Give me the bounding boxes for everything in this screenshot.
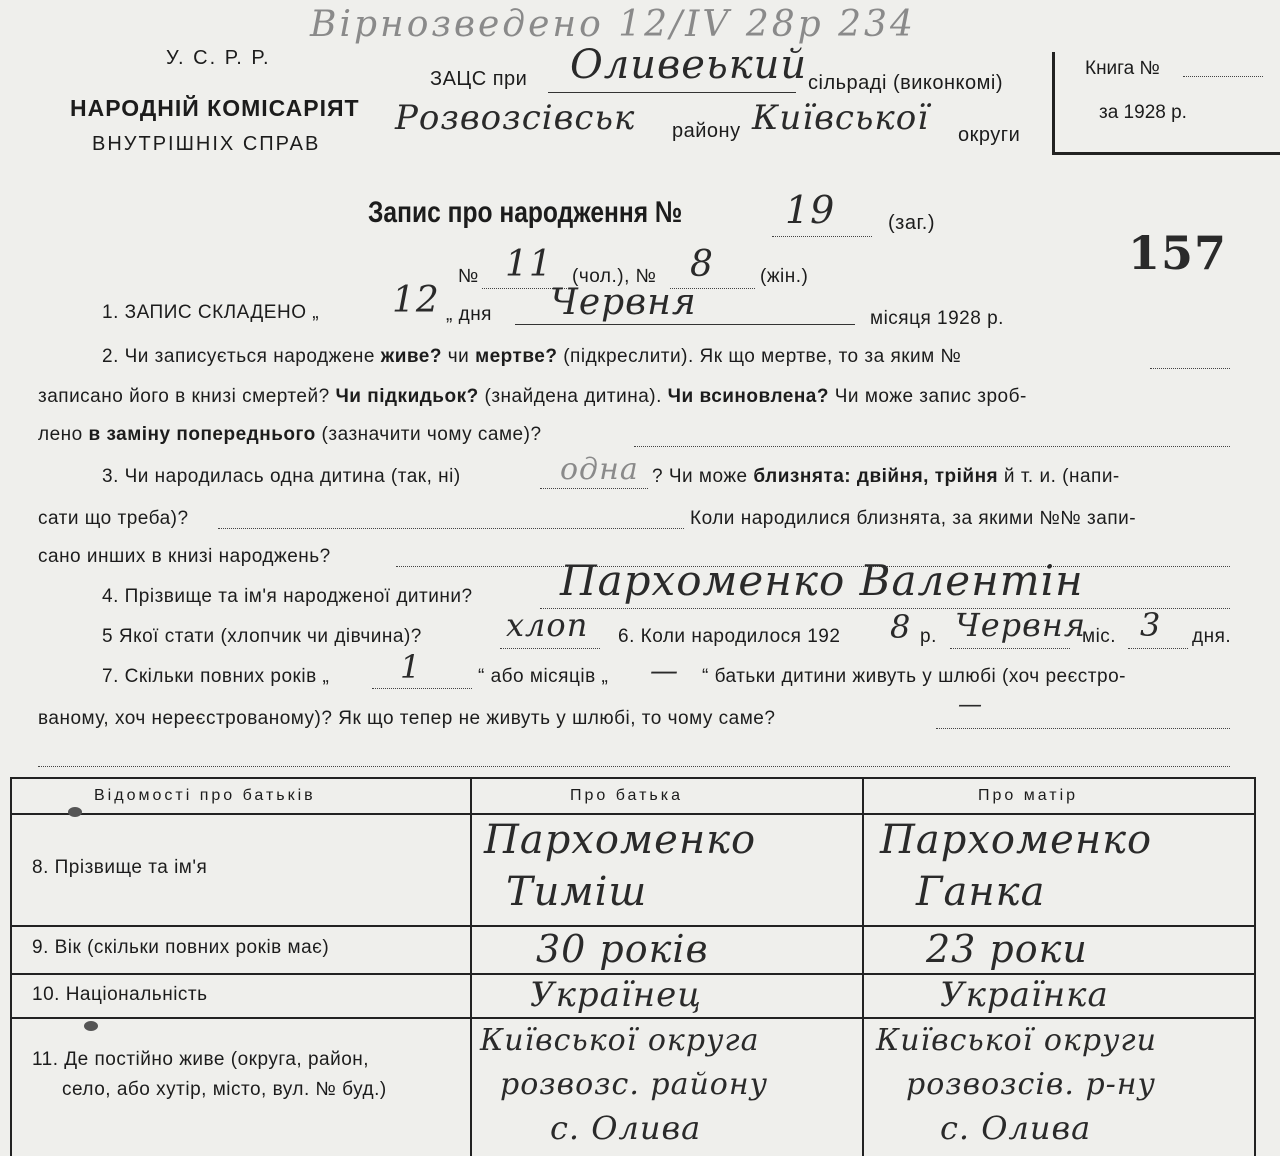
district-label: району bbox=[672, 120, 741, 142]
okruha-label: округи bbox=[958, 124, 1021, 146]
mother-age: 23 роки bbox=[926, 927, 1088, 971]
q6-label: 6. Коли народилося 192 bbox=[618, 626, 841, 647]
q2-text-e: (підкреслити). Як що мертве, то за яким № bbox=[563, 346, 962, 367]
q2-line3-dots bbox=[634, 446, 1230, 447]
parents-table bbox=[10, 777, 1256, 1156]
q3-text-d: й т. и. (напи- bbox=[1003, 466, 1120, 487]
q2-text-replacement: в заміну попереднього bbox=[88, 424, 316, 445]
q5-answer-handwritten: хлоп bbox=[506, 606, 589, 644]
header-parents-info: Відомості про батьків bbox=[94, 787, 316, 804]
q6-r: р. bbox=[920, 626, 937, 647]
q2-text-h: Чи може запис зроб- bbox=[834, 386, 1027, 407]
row-age-label: 9. Вік (скільки повних років має) bbox=[32, 937, 330, 958]
row-nationality-label: 10. Національність bbox=[32, 984, 208, 1005]
row-name-label: 8. Прізвище та ім'я bbox=[32, 857, 208, 878]
header-mother: Про матір bbox=[978, 787, 1079, 804]
q2-text-foundling: Чи підкидьок? bbox=[335, 386, 479, 407]
zags-suffix: сільраді (виконкомі) bbox=[808, 72, 1003, 94]
q6-dnya: дня. bbox=[1192, 626, 1232, 647]
table-header-border bbox=[10, 813, 1256, 815]
book-box bbox=[1052, 52, 1280, 155]
q2-text-g: (знайдена дитина). bbox=[484, 386, 662, 407]
father-residence-1: Київської округа bbox=[480, 1023, 760, 1058]
row-residence-label-1: 11. Де постійно живе (округа, район, bbox=[32, 1049, 370, 1070]
internal-affairs-label: ВНУТРІШНІХ СПРАВ bbox=[92, 133, 321, 155]
q6-month-handwritten: Червня bbox=[955, 606, 1087, 644]
q1-month-line bbox=[515, 324, 855, 325]
q2-text-adopted: Чи всиновлена? bbox=[667, 386, 829, 407]
father-residence-3: с. Олива bbox=[550, 1109, 702, 1147]
zags-prefix: ЗАЦС при bbox=[430, 68, 528, 90]
table-top-border bbox=[10, 777, 1256, 779]
commissariat-label: НАРОДНІЙ КОМІСАРІЯТ bbox=[70, 95, 360, 121]
q7-line1-b: “ або місяців „ bbox=[478, 666, 609, 687]
q3-line1-a: 3. Чи народилась одна дитина (так, ні) bbox=[102, 466, 461, 487]
table-left-border bbox=[10, 777, 12, 1156]
q7-answer-handwritten: — bbox=[958, 690, 983, 718]
q5-answer-line bbox=[500, 648, 600, 649]
q7-line1-a: 7. Скільки повних років „ bbox=[102, 666, 330, 687]
record-number-line bbox=[772, 236, 872, 237]
q3-line2-b: Коли народилися близнята, за якими №№ запи- bbox=[690, 508, 1137, 529]
header-father: Про батька bbox=[570, 787, 683, 804]
q2-line1-dots bbox=[1150, 368, 1230, 369]
q3-answer-line bbox=[540, 488, 648, 489]
table-right-border bbox=[1254, 777, 1256, 1156]
q1-day-label: „ дня bbox=[446, 304, 492, 325]
q7-years-handwritten: 1 bbox=[400, 648, 422, 686]
ussr-label: У. С. Р. Р. bbox=[166, 47, 271, 69]
district-handwritten: Розвозсівськ bbox=[395, 98, 636, 138]
female-label: (жін.) bbox=[760, 266, 809, 287]
q2-line2 bbox=[38, 386, 1027, 408]
mother-residence-2: розвозсів. р-ну bbox=[906, 1067, 1156, 1102]
q2-text-c: чи bbox=[447, 346, 470, 367]
q2-text-alive: живе? bbox=[380, 346, 442, 367]
no-label: № bbox=[458, 266, 479, 287]
q3-text-b: ? Чи може bbox=[652, 466, 748, 487]
row-residence-label-2: село, або хутір, місто, вул. № буд.) bbox=[62, 1079, 387, 1100]
father-name: Тиміш bbox=[506, 869, 648, 915]
book-label: Книга № bbox=[1085, 58, 1160, 79]
mother-nationality: Українка bbox=[940, 975, 1109, 1015]
q7-line1-c: “ батьки дитини живуть у шлюбі (хоч реєстро- bbox=[702, 666, 1126, 687]
okruha-handwritten: Київської bbox=[752, 98, 930, 138]
q7-extra-line bbox=[38, 766, 1230, 767]
q1-prefix: 1. ЗАПИС СКЛАДЕНО „ bbox=[102, 302, 320, 323]
q4-answer-handwritten: Пархоменко Валентін bbox=[560, 556, 1084, 605]
q2-line3 bbox=[38, 424, 542, 446]
q2-text-i: лено bbox=[38, 424, 83, 445]
father-age: 30 років bbox=[536, 927, 709, 971]
punch-hole bbox=[68, 807, 82, 817]
q2-text-a: 2. Чи записується народжене bbox=[102, 346, 375, 367]
q6-day-handwritten: 3 bbox=[1140, 606, 1162, 644]
q1-day-handwritten: 12 bbox=[392, 280, 440, 321]
top-handwritten-note: Вірнозведено 12/IV 28р 234 bbox=[310, 4, 916, 45]
table-col-border-2 bbox=[862, 777, 864, 1156]
q1-month-handwritten: Червня bbox=[550, 282, 697, 323]
zags-village-handwritten: Оливеький bbox=[570, 42, 808, 88]
q3-line3: сано инших в книзі народжень? bbox=[38, 546, 331, 567]
q3-text-twins: близнята: двійня, трійня bbox=[753, 466, 999, 487]
q6-mis: міс. bbox=[1082, 626, 1117, 647]
table-row-border-3 bbox=[10, 1017, 1256, 1019]
q2-line1 bbox=[102, 346, 961, 368]
mother-residence-3: с. Олива bbox=[940, 1109, 1092, 1147]
q5-label: 5 Якої стати (хлопчик чи дівчина)? bbox=[102, 626, 422, 647]
mother-name: Ганка bbox=[916, 869, 1046, 915]
book-number-line bbox=[1183, 76, 1263, 77]
q6-month-line bbox=[950, 648, 1070, 649]
q3-line2-dots bbox=[218, 528, 684, 529]
father-residence-2: розвозс. району bbox=[500, 1067, 769, 1102]
q2-text-j: (зазначити чому саме)? bbox=[321, 424, 542, 445]
q6-year-handwritten: 8 bbox=[890, 608, 912, 646]
female-number-handwritten: 8 bbox=[690, 244, 714, 285]
table-col-border-1 bbox=[470, 777, 472, 1156]
mother-residence-1: Київської округи bbox=[876, 1023, 1157, 1058]
q4-answer-line bbox=[540, 608, 1230, 609]
q3-answer-handwritten: одна bbox=[560, 452, 639, 487]
q4-label: 4. Прізвище та ім'я народженої дитини? bbox=[102, 586, 473, 607]
record-title: Запис про народження № bbox=[368, 196, 683, 229]
male-label: (чол.), № bbox=[572, 266, 657, 287]
zags-village-line bbox=[548, 92, 796, 93]
male-number-handwritten: 11 bbox=[505, 244, 553, 285]
q2-text-f: записано його в книзі смертей? bbox=[38, 386, 330, 407]
record-title-suffix: (заг.) bbox=[888, 212, 936, 234]
father-surname: Пархоменко bbox=[484, 817, 757, 863]
q3-line2-a: сати що треба)? bbox=[38, 508, 189, 529]
q2-text-dead: мертве? bbox=[475, 346, 558, 367]
mother-surname: Пархоменко bbox=[880, 817, 1153, 863]
q3-line1-rest bbox=[652, 466, 1120, 488]
q7-line2: ваному, хоч нереєстрованому)? Як що тепер не живуть у шлюбі, то чому саме? bbox=[38, 708, 776, 729]
q6-day-line bbox=[1128, 648, 1188, 649]
q7-years-line bbox=[372, 688, 472, 689]
book-year: за 1928 р. bbox=[1099, 102, 1187, 123]
q7-months-handwritten: — bbox=[650, 654, 679, 687]
q1-suffix: місяця 1928 р. bbox=[870, 308, 1004, 329]
father-nationality: Українец bbox=[530, 975, 703, 1015]
q7-answer-line bbox=[936, 728, 1230, 729]
punch-hole bbox=[84, 1021, 98, 1031]
record-number-handwritten: 19 bbox=[785, 188, 836, 232]
stamp-number-handwritten: 157 bbox=[1128, 226, 1228, 280]
